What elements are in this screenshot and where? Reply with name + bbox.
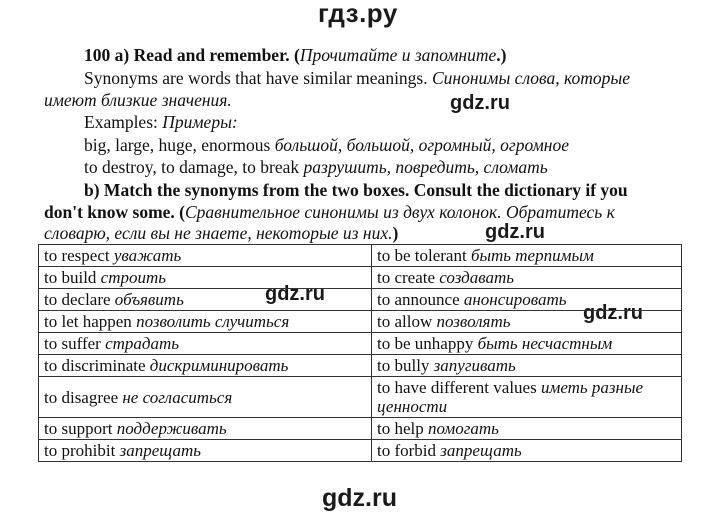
example-1-en: big, large, huge, enormous	[84, 135, 271, 155]
exercise-title	[84, 44, 506, 66]
table-cell-left: to respect уважать	[39, 245, 372, 267]
table-row	[39, 355, 682, 377]
task-b-line-3	[44, 222, 398, 244]
table-cell-right: to bully запугивать	[372, 355, 682, 377]
watermark-top: гдз.ру	[318, 0, 398, 28]
table-cell-right: to help помогать	[372, 418, 682, 440]
table-row	[39, 377, 682, 418]
watermark: gdz.ru	[583, 302, 643, 324]
table-cell-left: to suffer страдать	[39, 333, 372, 355]
examples-heading	[84, 111, 238, 133]
table-cell-right: to create создавать	[372, 267, 682, 289]
table-cell-left: to support поддерживать	[39, 418, 372, 440]
table-row	[39, 289, 682, 311]
table-cell-left: to let happen позволить случиться	[39, 311, 372, 333]
title-en: 100 a) Read and remember. (	[84, 45, 300, 65]
task-b-en: b) Match the synonyms from the two boxes. Consult the dictionary if you	[84, 180, 628, 200]
table-cell-right: to be tolerant быть терпимым	[372, 245, 682, 267]
table-cell-right: to announce анонсировать	[372, 289, 682, 311]
definition-line	[84, 67, 630, 89]
definition-line-2	[44, 89, 232, 111]
definition-ru: Синонимы слова, которые	[432, 68, 631, 88]
table-cell-left: to build строить	[39, 267, 372, 289]
task-b-line-1	[84, 179, 628, 201]
table-cell-right: to forbid запрещать	[372, 440, 682, 462]
example-1-ru: большой, большой, огромный, огромное	[274, 135, 569, 155]
task-b-ru-cont: словарю, если вы не знаете, некоторые из них.	[44, 223, 393, 243]
example-2	[84, 156, 548, 178]
table-row	[39, 418, 682, 440]
task-b-close: )	[392, 223, 399, 243]
table-row	[39, 440, 682, 462]
example-2-en: to destroy, to damage, to break	[84, 157, 300, 177]
synonyms-table	[38, 244, 682, 462]
examples-ru: Примеры:	[162, 112, 238, 132]
example-1	[84, 134, 569, 156]
title-close: .)	[496, 45, 507, 65]
definition-en: Synonyms are words that have similar meanings.	[84, 68, 428, 88]
table-cell-right: to allow позволять	[372, 311, 682, 333]
table-cell-left: to discriminate дискриминировать	[39, 355, 372, 377]
table-cell-left: to prohibit запрещать	[39, 440, 372, 462]
watermark: gdz.ru	[265, 283, 325, 305]
watermark: gdz.ru	[485, 221, 545, 243]
task-b-line-2	[44, 201, 615, 223]
table-cell-left: to disagree не согласиться	[39, 377, 372, 418]
example-2-ru: разрушить, повредить, сломать	[303, 157, 548, 177]
table-row	[39, 311, 682, 333]
table-row	[39, 333, 682, 355]
title-ru: Прочитайте и запомните	[299, 45, 497, 65]
examples-en: Examples:	[84, 112, 158, 132]
table-cell-left: to declare объявить	[39, 289, 372, 311]
definition-ru-cont: имеют близкие значения.	[44, 90, 232, 110]
table-cell-right: to have different values иметь разные ценности	[372, 377, 682, 418]
table-cell-right: to be unhappy быть несчастным	[372, 333, 682, 355]
task-b-en-cont: don't know some. (	[44, 202, 185, 222]
watermark: gdz.ru	[450, 92, 510, 114]
table-row	[39, 245, 682, 267]
task-b-ru: Сравнительное синонимы из двух колонок. Обратитесь к	[185, 202, 615, 222]
watermark-bottom: gdz.ru	[322, 484, 397, 512]
table-row	[39, 267, 682, 289]
